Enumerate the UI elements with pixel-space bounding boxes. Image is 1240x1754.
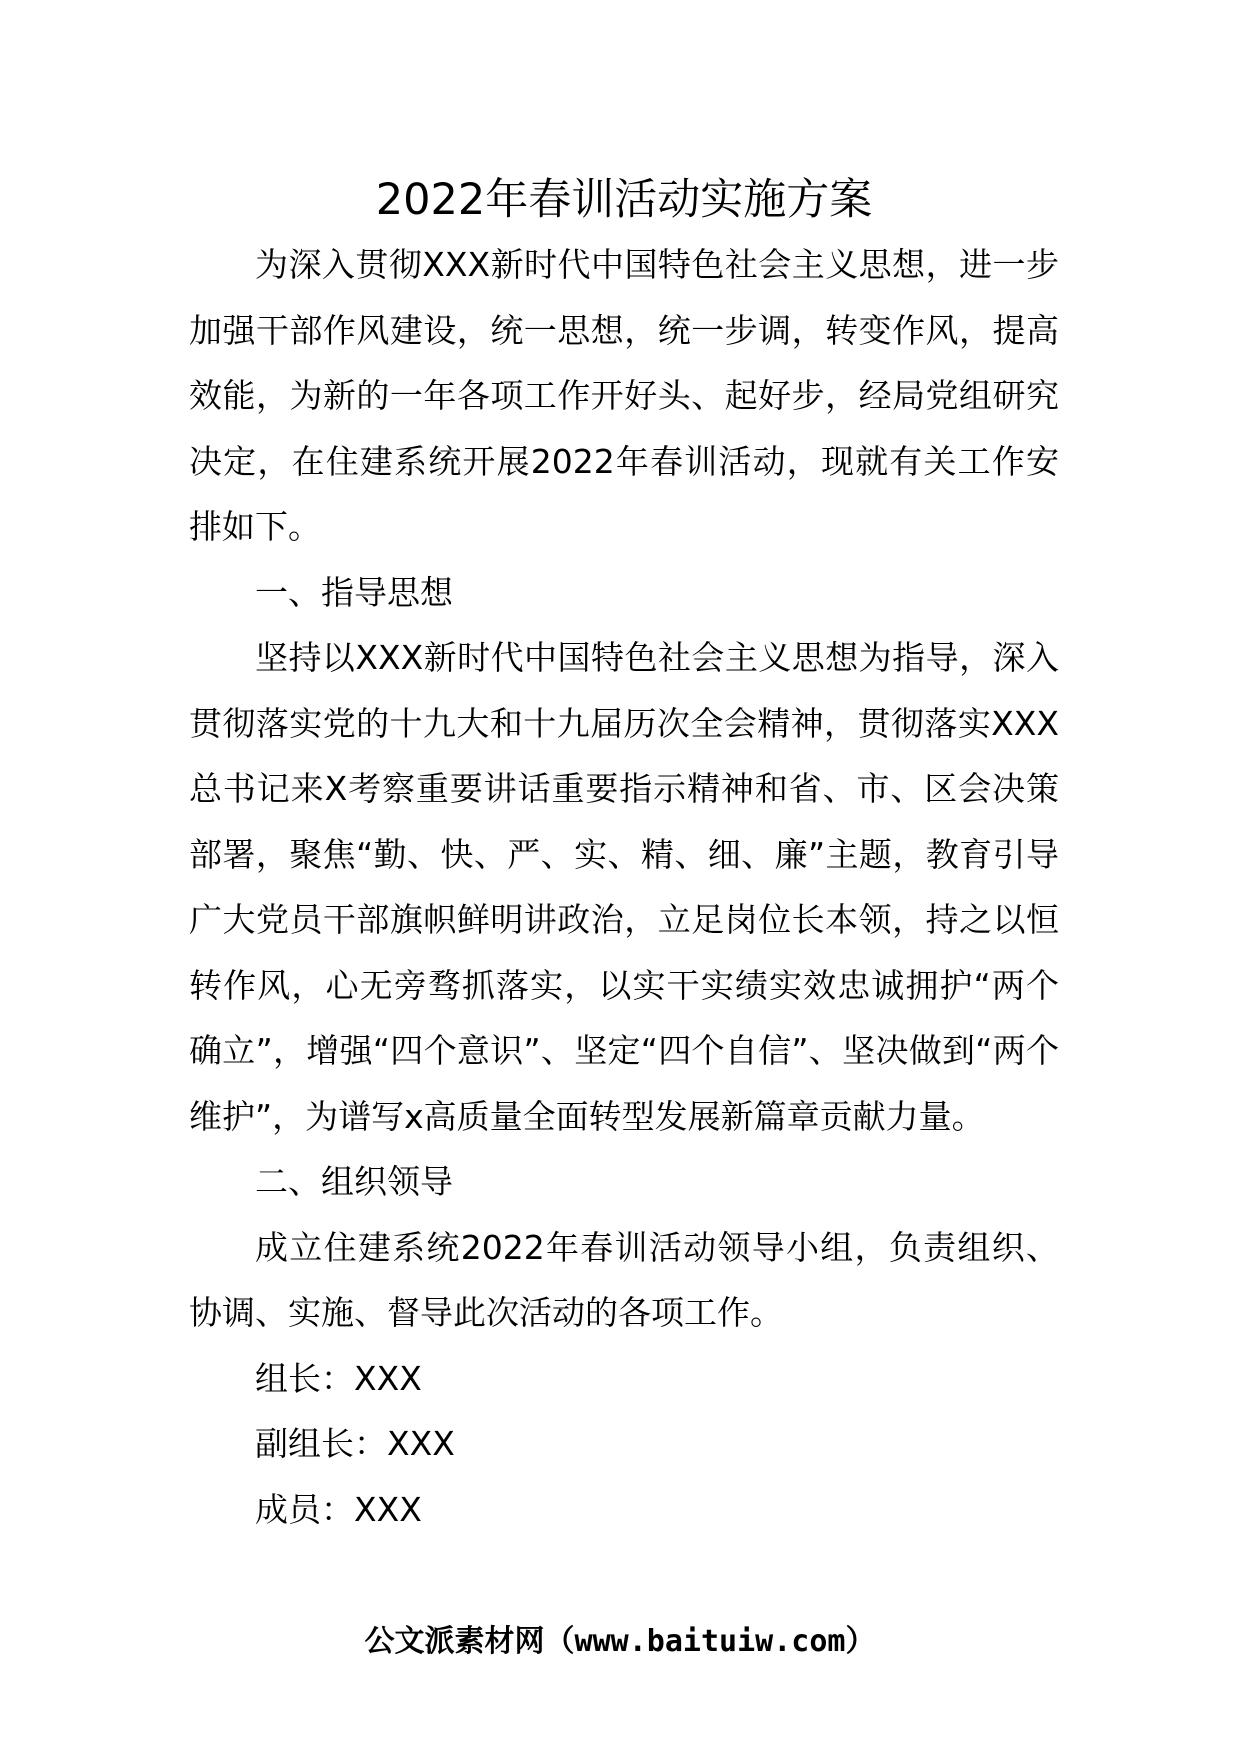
document-title: 2022年春训活动实施方案 — [375, 175, 873, 225]
member-line-deputy-leader: 副组长：XXX — [255, 1424, 455, 1463]
footer-site-name: 公文派素材网 — [364, 1624, 545, 1659]
document-page — [189, 168, 1059, 1542]
member-line-leader: 组长：XXX — [255, 1358, 422, 1398]
intro-paragraph: 为深入贯彻XXX新时代中国特色社会主义思想，进一步加强干部作风建设，统一思想，统一步调，转变作风，提高效能，为新的一年各项工作开好头、起好步，经局党组研究决定，在住建系统开展2022年春训活动，现就有关工作安排如下。 — [189, 245, 1059, 546]
section-heading-guiding-ideology: 一、指导思想 — [255, 572, 453, 612]
footer-url[interactable]: （www.baituiw.com） — [544, 1624, 876, 1659]
section-body-organization: 成立住建系统2022年春训活动领导小组，负责组织、协调、实施、督导此次活动的各项工作。 — [189, 1227, 1059, 1332]
section-heading-organization: 二、组织领导 — [255, 1162, 453, 1201]
section-body-guiding-ideology: 坚持以XXX新时代中国特色社会主义思想为指导，深入贯彻落实党的十九大和十九届历次全会精神，贯彻落实XXX总书记来X考察重要讲话重要指示精神和省、市、区会决策部署，聚焦“勤、快、严、实、精、细、廉”主题，教育引导广大党员干部旗帜鲜明讲政治，立足岗位长本领，持之以恒转作风，心无旁骛抓落实，以实干实绩实效忠诚拥护“两个确立”，增强“四个意识”、坚定“四个自信”、坚决做到“两个维护”，为谱写x高质量全面转型发展新篇章贡献力量。 — [189, 638, 1059, 1136]
member-line-members: 成员：XXX — [255, 1489, 422, 1529]
footer-watermark — [0, 1620, 1240, 1664]
